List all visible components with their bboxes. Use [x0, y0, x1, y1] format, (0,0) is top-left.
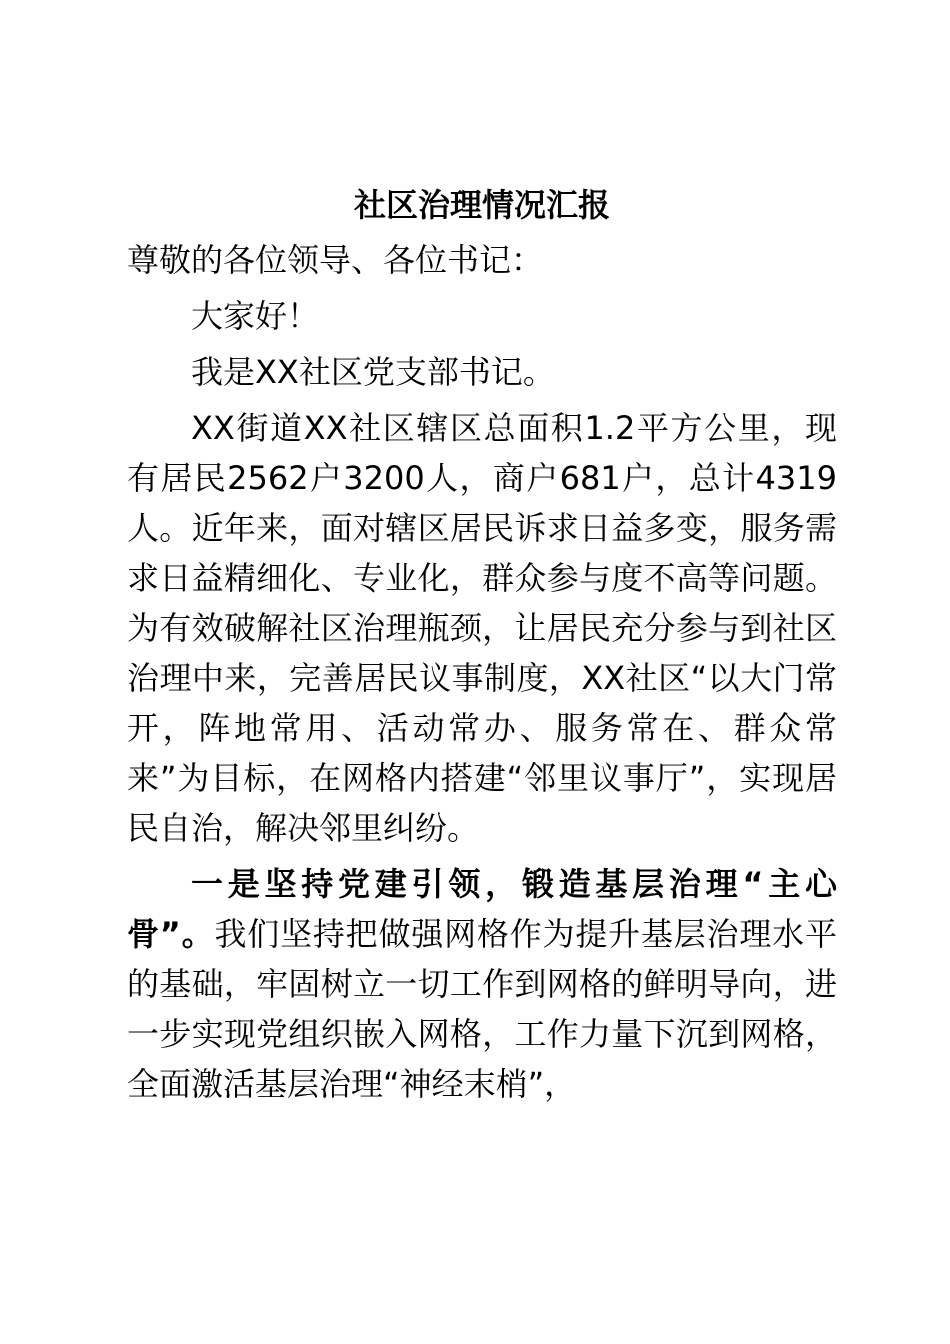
section-1-paragraph [127, 859, 837, 1109]
salutation: 尊敬的各位领导、各位书记： [127, 241, 544, 279]
section-1-body: 我们坚持把做强网格作为提升基层治理水平的基础，牢固树立一切工作到网格的鲜明导向，进一步实现党组织嵌入网格，工作力量下沉到网格，全面激活基层治理“神经末梢”， [127, 915, 837, 1103]
document-title: 社区治理情况汇报 [353, 186, 610, 224]
greeting-paragraph: 大家好！ [191, 297, 320, 335]
overview-paragraph: XX街道XX社区辖区总面积1.2平方公里，现有居民2562户3200人，商户681户，总计4319人。近年来，面对辖区居民诉求日益多变，服务需求日益精细化、专业化，群众参与度不高等问题。为有效破解社区治理瓶颈，让居民充分参与到社区治理中来，完善居民议事制度，XX社区“以大门常开，阵地常用、活动常办、服务常在、群众常来”为目标，在网格内搭建“邻里议事厅”，实现居民自治，解决邻里纠纷。 [127, 409, 837, 847]
document-body [127, 183, 837, 1115]
intro-paragraph: 我是XX社区党支部书记。 [191, 353, 555, 391]
section-1-heading: 一是坚持党建引领，锻造基层治理“主心骨”。 [127, 865, 837, 953]
